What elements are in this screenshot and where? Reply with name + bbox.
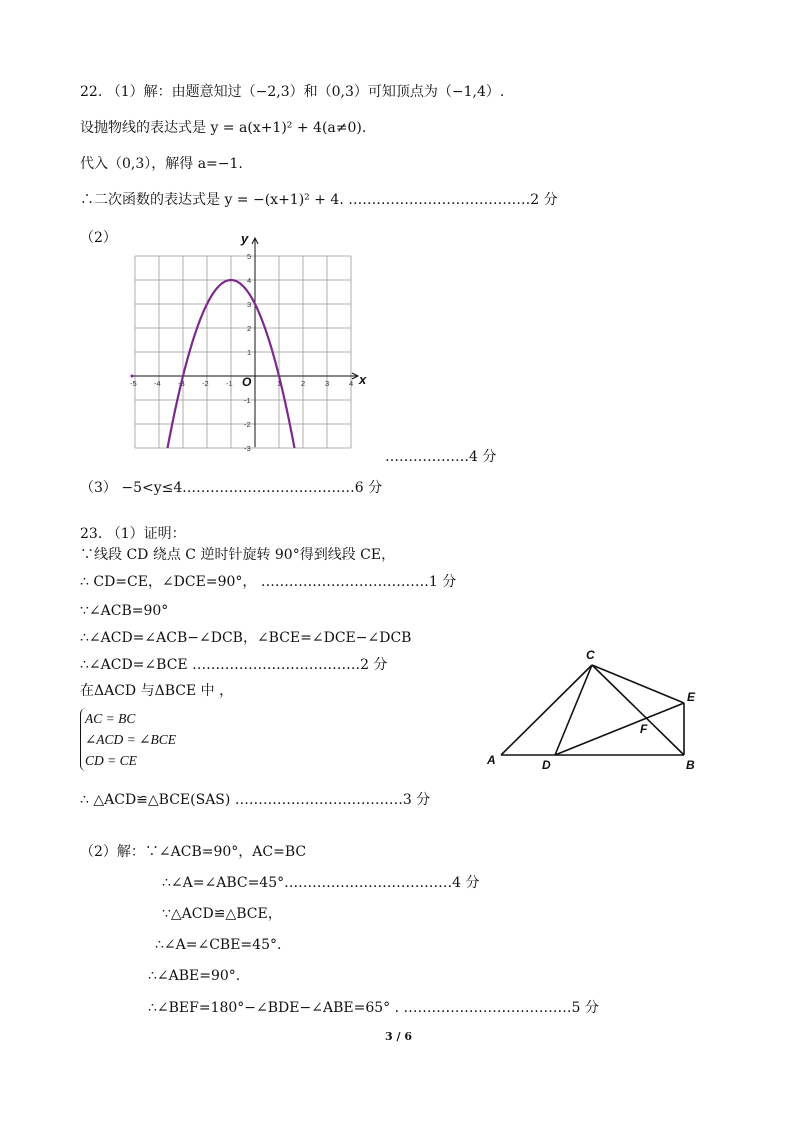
- parabola-graph: [125, 228, 370, 458]
- x-tick-label: 4: [349, 379, 354, 388]
- p23-line6: ∴∠ACD=∠BCE ………………………………2 分: [80, 657, 388, 673]
- origin-label: O: [242, 375, 252, 389]
- x-tick-label: -3: [178, 379, 185, 388]
- x-tick-label: 1: [277, 379, 282, 388]
- p23-line1: 23. （1）证明：: [80, 526, 186, 542]
- p22-line4: ∴二次函数的表达式是 y = −(x+1)² + 4. …………………………………2 分: [80, 192, 558, 208]
- y-tick-label: 2: [247, 324, 252, 333]
- system-eq-3: CD = CE: [85, 753, 137, 768]
- p23-part2-line5: ∴∠ABE=90°.: [148, 968, 241, 984]
- segment-CE: [592, 665, 684, 703]
- p22-line-part3: （3） −5<y≤4.………………………………6 分: [80, 480, 383, 496]
- p22-part2-label: （2）: [80, 230, 117, 246]
- system-eq-1: AC = BC: [85, 711, 136, 726]
- y-tick-label: 4: [247, 276, 252, 285]
- point-A-label: A: [487, 753, 496, 767]
- p23-part2-line1: （2）解：∵∠ACB=90°，AC=BC: [80, 844, 307, 860]
- x-tick-label: 3: [325, 379, 330, 388]
- x-tick-label: -1: [226, 379, 233, 388]
- axis-end-dot: [131, 375, 134, 378]
- x-tick-label: -4: [154, 379, 161, 388]
- page-number: 3 / 6: [385, 1030, 412, 1043]
- p23-part2-line3: ∵△ACD≌△BCE，: [162, 906, 282, 922]
- p23-line7: 在ΔACD 与ΔBCE 中 ，: [80, 683, 234, 699]
- segment-AC: [501, 665, 592, 755]
- x-axis-label: x: [359, 372, 367, 387]
- y-tick-label: 1: [247, 348, 252, 357]
- x-tick-label: -2: [202, 379, 209, 388]
- p22-score-4: ………………4 分: [385, 449, 497, 465]
- equation-system: [80, 708, 176, 771]
- p23-part2-line4: ∴∠A=∠CBE=45°.: [155, 937, 282, 953]
- p23-line5: ∴∠ACD=∠ACB−∠DCB，∠BCE=∠DCE−∠DCB: [80, 630, 412, 646]
- p23-part2-line2: ∴∠A=∠ABC=45°………………………………4 分: [162, 875, 480, 891]
- p22-line3: 代入（0,3），解得 a=−1.: [80, 156, 243, 172]
- y-tick-label: 5: [247, 252, 252, 261]
- p22-line2: 设抛物线的表达式是 y = a(x+1)² + 4(a≠0).: [80, 120, 367, 136]
- p23-part2-line6: ∴∠BEF=180°−∠BDE−∠ABE=65° . ………………………………5 分: [148, 1000, 599, 1016]
- y-tick-label: -2: [244, 420, 251, 429]
- point-E-label: E: [687, 690, 696, 704]
- point-B-label: B: [686, 758, 695, 772]
- y-axis-label: y: [241, 231, 249, 246]
- segment-DE: [555, 703, 684, 755]
- point-C-label: C: [586, 648, 595, 662]
- p23-line4: ∵∠ACB=90°: [80, 603, 169, 619]
- segment-CB: [592, 665, 684, 755]
- point-D-label: D: [542, 758, 551, 772]
- p23-line3: ∴ CD=CE，∠DCE=90°， ………………………………1 分: [80, 574, 457, 590]
- p23-line2: ∵线段 CD 绕点 C 逆时针旋转 90°得到线段 CE，: [80, 547, 396, 563]
- p22-line1: 22. （1）解：由题意知过（−2,3）和（0,3）可知顶点为（−1,4）.: [80, 84, 505, 100]
- y-tick-label: 3: [247, 300, 252, 309]
- point-F-label: F: [640, 722, 648, 736]
- y-tick-label: -1: [244, 396, 251, 405]
- y-tick-label: -3: [244, 444, 251, 453]
- triangle-figure: [480, 640, 710, 780]
- x-tick-label: -5: [130, 379, 137, 388]
- x-tick-label: 2: [301, 379, 306, 388]
- p23-line8: ∴ △ACD≌△BCE(SAS) ………………………………3 分: [80, 792, 431, 808]
- system-eq-2: ∠ACD = ∠BCE: [85, 732, 176, 747]
- graph-axes: [132, 238, 358, 447]
